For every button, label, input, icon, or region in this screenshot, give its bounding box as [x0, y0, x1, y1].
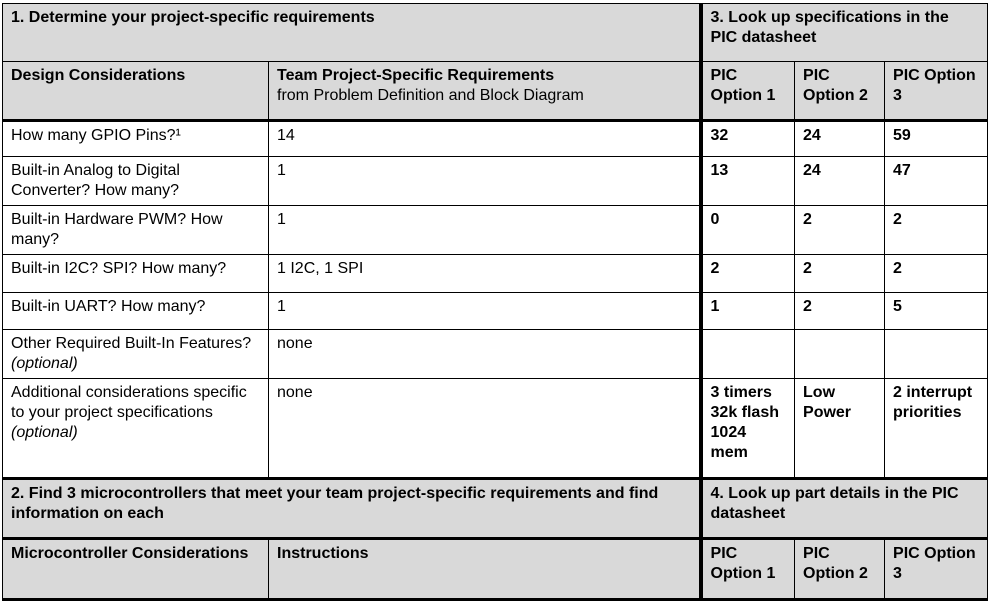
option-2-value[interactable]: 2 — [795, 293, 885, 330]
requirement-cell[interactable]: 1 I2C, 1 SPI — [269, 255, 701, 293]
requirement-cell[interactable]: 1 — [269, 157, 701, 206]
micro-header-row — [3, 539, 988, 600]
micro-option-2-header: PIC Option 2 — [795, 539, 885, 600]
table-row — [3, 206, 988, 255]
team-requirements-header — [269, 62, 701, 121]
table-row — [3, 121, 988, 157]
requirement-cell[interactable]: none — [269, 330, 701, 379]
option-2-value[interactable]: Low Power — [795, 379, 885, 479]
section-2-title: 2. Find 3 microcontrollers that meet your team project-specific requirements and find information on each — [3, 479, 701, 539]
consideration-text: Built-in I2C? SPI? How many? — [11, 260, 227, 277]
column-header-row — [3, 62, 988, 121]
instructions-header: Instructions — [269, 539, 701, 600]
option-1-value[interactable]: 1 — [701, 293, 795, 330]
section-3-title: 3. Look up specifications in the PIC datasheet — [701, 4, 988, 62]
consideration-cell — [3, 293, 269, 330]
option-1-value[interactable] — [701, 330, 795, 379]
option-2-value[interactable]: 2 — [795, 255, 885, 293]
consideration-text: How many GPIO Pins?¹ — [11, 127, 181, 144]
option-1-value[interactable]: 13 — [701, 157, 795, 206]
section-header-row — [3, 479, 988, 539]
consideration-cell — [3, 330, 269, 379]
option-1-header: PIC Option 1 — [701, 62, 795, 121]
requirement-cell[interactable]: 1 — [269, 293, 701, 330]
option-3-value[interactable]: 59 — [885, 121, 988, 157]
section-1-title: 1. Determine your project-specific requirements — [3, 4, 701, 62]
table-row — [3, 379, 988, 479]
micro-considerations-header: Microcontroller Considerations — [3, 539, 269, 600]
option-2-value[interactable]: 24 — [795, 157, 885, 206]
team-requirements-title: Team Project-Specific Requirements — [277, 67, 555, 84]
option-3-value[interactable] — [885, 330, 988, 379]
option-2-value[interactable]: 24 — [795, 121, 885, 157]
option-3-value[interactable]: 47 — [885, 157, 988, 206]
consideration-text: Built-in Analog to Digital Converter? How many? — [11, 162, 180, 199]
consideration-text: Additional considerations specific to your project specifications — [11, 384, 247, 421]
optional-label: (optional) — [11, 424, 78, 441]
option-2-value[interactable] — [795, 330, 885, 379]
optional-label: (optional) — [11, 355, 78, 372]
option-1-value[interactable]: 3 timers 32k flash 1024 mem — [701, 379, 795, 479]
consideration-text: Other Required Built-In Features? — [11, 335, 252, 352]
consideration-cell — [3, 206, 269, 255]
micro-option-1-header: PIC Option 1 — [701, 539, 795, 600]
table-row — [3, 157, 988, 206]
table-row — [3, 293, 988, 330]
option-3-value[interactable]: 2 interrupt priorities — [885, 379, 988, 479]
table-row — [3, 330, 988, 379]
design-considerations-header: Design Considerations — [3, 62, 269, 121]
team-requirements-subtitle: from Problem Definition and Block Diagram — [277, 87, 584, 104]
consideration-cell — [3, 255, 269, 293]
requirement-cell[interactable]: 14 — [269, 121, 701, 157]
requirement-cell[interactable]: 1 — [269, 206, 701, 255]
requirements-table — [2, 3, 988, 601]
option-2-header: PIC Option 2 — [795, 62, 885, 121]
table-row — [3, 255, 988, 293]
option-3-header: PIC Option 3 — [885, 62, 988, 121]
option-3-value[interactable]: 2 — [885, 255, 988, 293]
consideration-cell — [3, 157, 269, 206]
consideration-cell — [3, 121, 269, 157]
option-2-value[interactable]: 2 — [795, 206, 885, 255]
section-4-title: 4. Look up part details in the PIC datasheet — [701, 479, 988, 539]
consideration-text: Built-in UART? How many? — [11, 298, 206, 315]
section-header-row — [3, 4, 988, 62]
option-3-value[interactable]: 5 — [885, 293, 988, 330]
consideration-text: Built-in Hardware PWM? How many? — [11, 211, 223, 248]
option-1-value[interactable]: 0 — [701, 206, 795, 255]
option-1-value[interactable]: 2 — [701, 255, 795, 293]
option-3-value[interactable]: 2 — [885, 206, 988, 255]
consideration-cell — [3, 379, 269, 479]
option-1-value[interactable]: 32 — [701, 121, 795, 157]
requirement-cell[interactable]: none — [269, 379, 701, 479]
micro-option-3-header: PIC Option 3 — [885, 539, 988, 600]
